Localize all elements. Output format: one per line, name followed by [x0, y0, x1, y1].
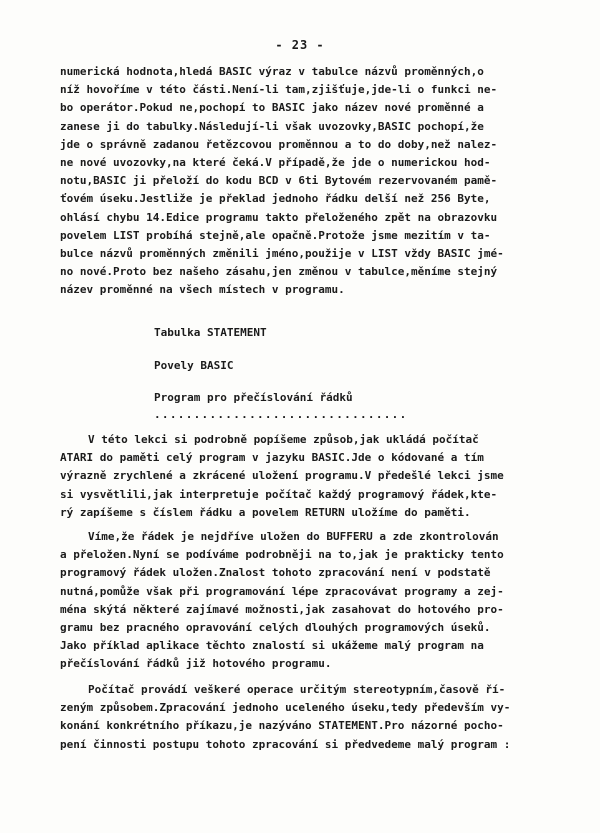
- text-line: Jako příklad aplikace těchto znalostí si ukážeme malý program na: [60, 639, 484, 653]
- text-line: notu,BASIC ji přeloží do kodu BCD v 6ti Bytovém rezervovaném pamě-: [60, 174, 498, 188]
- paragraph-statement: [60, 681, 560, 754]
- text-line: gramu bez pracného opravování celých dlouhých programových úseků.: [60, 621, 491, 635]
- page-number: - 23 -: [275, 38, 325, 52]
- text-line: ťovém úseku.Jestliže je překlad jednoho řádku delší než 256 Byte,: [60, 192, 491, 206]
- text-line: si vysvětlili,jak interpretuje počítač každý programový řádek,kte-: [60, 487, 498, 501]
- text-line: název proměnné na všech místech v programu.: [60, 283, 345, 297]
- heading-renumber-program: Program pro přečíslování řádků: [154, 391, 353, 404]
- text-line: zeným způsobem.Zpracování jednoho uceleného úseku,tedy především vy-: [60, 701, 511, 715]
- text-line: zanese ji do tabulky.Následují-li však uvozovky,BASIC pochopí,že: [60, 119, 484, 133]
- text-line: nutná,pomůže však při programování lépe zpracovávat programy a zej-: [60, 584, 504, 598]
- text-line: ohlásí chybu 14.Edice programu takto přeloženého zpět na obrazovku: [60, 210, 498, 224]
- text-line: Počítač provádí veškeré operace určitým stereotypním,časově ří-: [88, 683, 506, 696]
- text-line: V této lekci si podrobně popíšeme způsob,jak ukládá počítač: [88, 433, 479, 446]
- paragraph-lesson-intro: [60, 431, 560, 522]
- heading-underline-dots: ................................: [154, 408, 408, 421]
- text-line: Víme,že řádek je nejdříve uložen do BUFFERU a zde zkontrolován: [88, 530, 499, 543]
- text-line: jde o správně zadanou řetězcovou proměnnou a to do doby,než nalez-: [60, 137, 498, 151]
- text-line: programový řádek uložen.Znalost tohoto zpracování není v podstatě: [60, 566, 491, 580]
- text-line: a přeložen.Nyní se podíváme podrobněji na to,jak je prakticky tento: [60, 548, 504, 562]
- paragraph-variables: [60, 63, 560, 300]
- heading-basic-commands: Povely BASIC: [154, 359, 234, 372]
- paragraph-buffer: [60, 528, 560, 674]
- text-line: no nové.Proto bez našeho zásahu,jen změnou v tabulce,měníme stejný: [60, 265, 498, 279]
- text-line: povelem LIST probíhá stejně,ale opačně.Protože jsme mezitím v ta-: [60, 228, 491, 242]
- text-line: rý zapíšeme s číslem řádku a povelem RETURN uložíme do paměti.: [60, 505, 471, 519]
- text-line: přečíslování řádků již hotového programu.: [60, 657, 332, 671]
- text-line: numerická hodnota,hledá BASIC výraz v tabulce názvů proměnných,o: [60, 65, 484, 78]
- text-line: ne nové uvozovky,na které čeká.V případě,že jde o numerickou hod-: [60, 156, 491, 170]
- text-line: pení činnosti postupu tohoto zpracování si předvedeme malý program :: [60, 737, 511, 751]
- text-line: ATARI do paměti celý program v jazyku BASIC.Jde o kódované a tím: [60, 451, 484, 465]
- text-line: bo operátor.Pokud ne,pochopí to BASIC jako název nové proměnné a: [60, 101, 484, 115]
- text-line: ména skýtá některé zajímavé možnosti,jak zasahovat do hotového pro-: [60, 602, 504, 616]
- text-line: konání konkrétního příkazu,je nazýváno STATEMENT.Pro názorné pocho-: [60, 719, 504, 733]
- text-line: výrazně zrychlené a zkrácené uložení programu.V předešlé lekci jsme: [60, 469, 504, 483]
- text-line: níž hovoříme v této části.Není-li tam,zjišťuje,jde-li o funkci ne-: [60, 83, 498, 97]
- heading-statement-table: Tabulka STATEMENT: [154, 326, 267, 339]
- text-line: bulce názvů proměnných změnili jméno,použije v LIST vždy BASIC jmé-: [60, 247, 504, 261]
